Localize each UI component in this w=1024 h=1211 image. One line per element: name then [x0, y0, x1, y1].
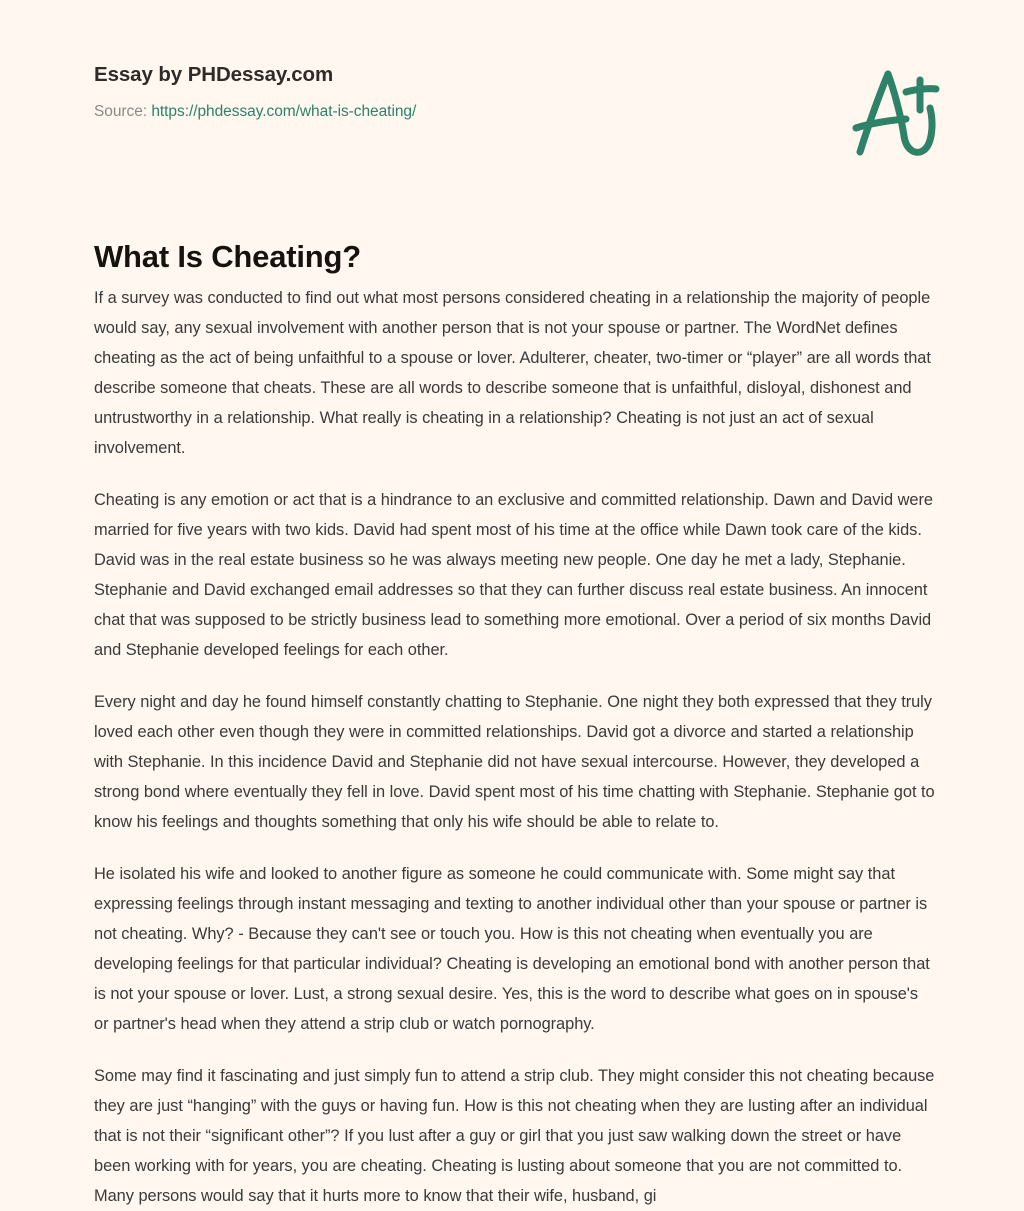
brand-title: Essay by PHDessay.com: [94, 63, 334, 86]
paragraph: If a survey was conducted to find out what most persons considered cheating in a relationship the majority of people would say, any sexual involvement with another person that is not your spouse or partner. The WordNet defines cheating as the act of being unfaithful to a spouse or lover. Adulterer, cheater, two-timer or “player” are all words that describe someone that cheats. These are all words to describe someone that is unfaithful, disloyal, dishonest and untrustworthy in a relationship. What really is cheating in a relationship? Cheating is not just an act of sexual involvement.: [94, 289, 931, 457]
paragraph: Every night and day he found himself constantly chatting to Stephanie. One night they both expressed that they truly loved each other even though they were in committed relationships. David got a divorce and started a relationship with Stephanie. In this incidence David and Stephanie did not have sexual intercourse. However, they developed a strong bond where eventually they fell in love. David spent most of his time chatting with Stephanie. Stephanie got to know his feelings and thoughts something that only his wife should be able to relate to.: [94, 693, 935, 831]
article-body: [94, 283, 936, 1211]
aplus-logo-svg: [838, 58, 950, 170]
source-label: Source:: [94, 103, 148, 120]
paragraph: He isolated his wife and looked to another figure as someone he could communicate with. Some might say that expressing feelings through instant messaging and texting to another individual other than your spouse or partner is not cheating. Why? - Because they can't see or touch you. How is this not cheating when eventually you are developing feelings for that particular individual? Cheating is developing an emotional bond with another person that is not your spouse or lover. Lust, a strong sexual desire. Yes, this is the word to describe what goes on in spouse's or partner's head when they attend a strip club or watch pornography.: [94, 865, 930, 1033]
page-title: What Is Cheating?: [94, 238, 361, 274]
source-url-link[interactable]: https://phdessay.com/what-is-cheating/: [151, 103, 417, 120]
source-line: [94, 101, 944, 122]
page-header: [94, 62, 944, 182]
paragraph: Some may find it fascinating and just simply fun to attend a strip club. They might consider this not cheating because they are just “hanging” with the guys or having fun. How is this not cheating when they are lusting after an individual that is not their “significant other”? If you lust after a guy or girl that you just saw walking down the street or have been working with for years, you are cheating. Cheating is lusting about someone that you are not committed to. Many persons would say that it hurts more to know that their wife, husband, gi: [94, 1067, 935, 1205]
paragraph: Cheating is any emotion or act that is a hindrance to an exclusive and committed relationship. Dawn and David were married for five years with two kids. David had spent most of his time at the office while Dawn took care of the kids. David was in the real estate business so he was always meeting new people. One day he met a lady, Stephanie. Stephanie and David exchanged email addresses so that they can further discuss real estate business. An innocent chat that was supposed to be strictly business lead to something more emotional. Over a period of six months David and Stephanie developed feelings for each other.: [94, 491, 933, 659]
aplus-logo-icon: [838, 58, 950, 170]
